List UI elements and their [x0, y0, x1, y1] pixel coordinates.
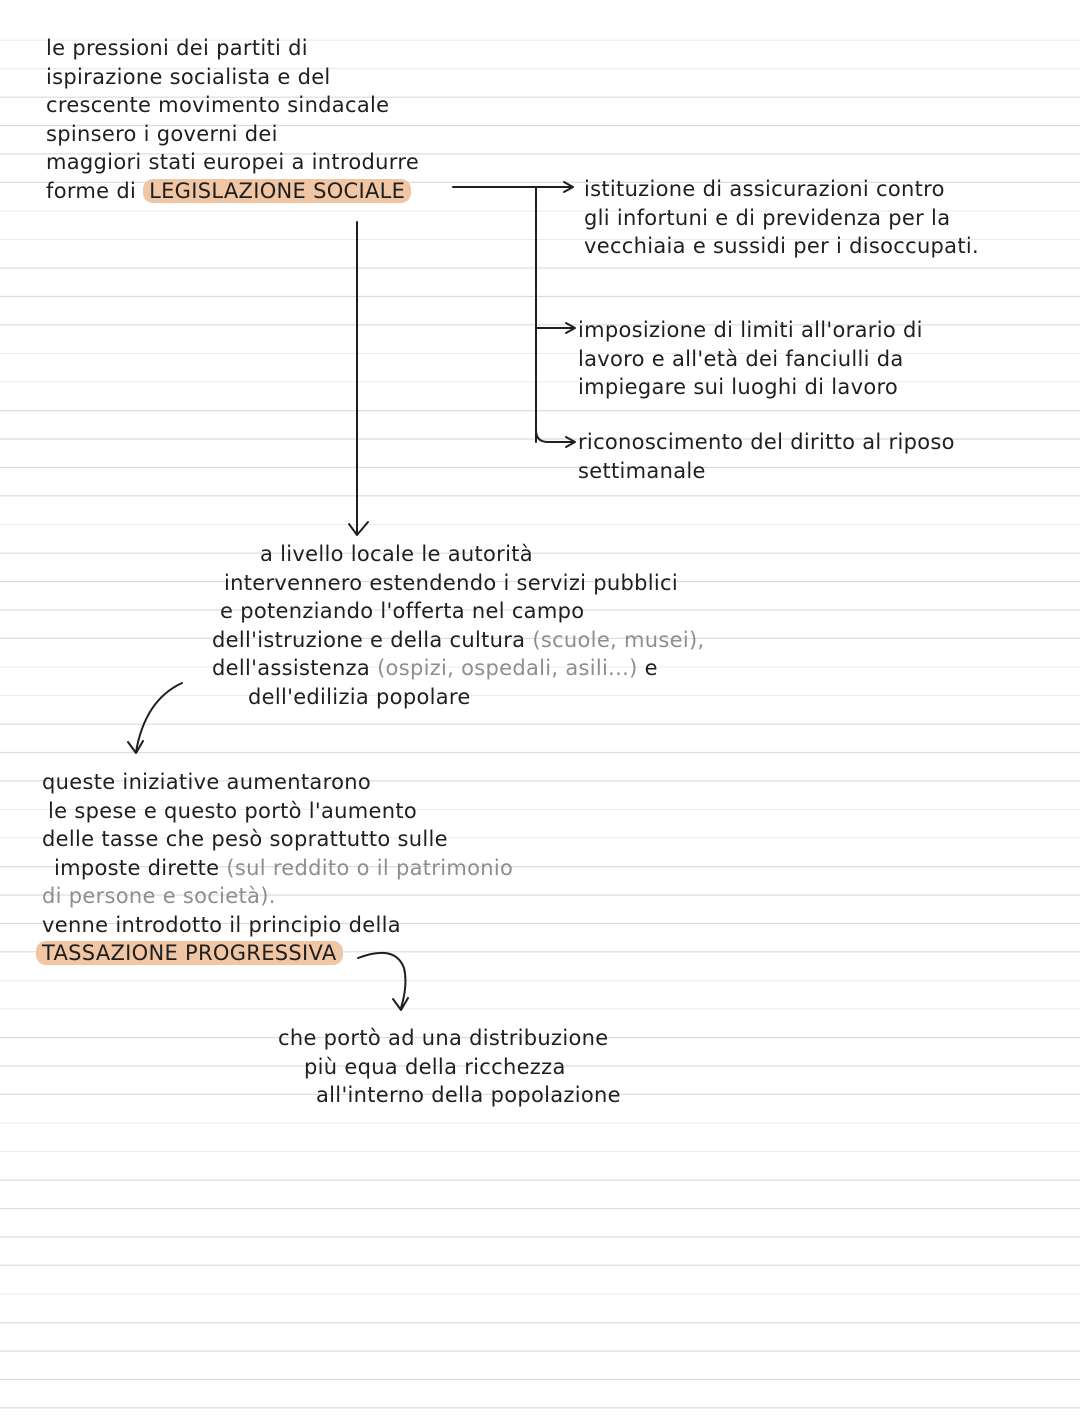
- taxes-line-note: di persone e società).: [42, 884, 276, 908]
- local-line: intervennero estendendo i servizi pubblici: [224, 570, 678, 595]
- local-line-note: (ospizi, ospedali, asili...): [377, 656, 638, 680]
- local-line: dell'edilizia popolare: [248, 684, 471, 709]
- result-line: più equa della ricchezza: [304, 1054, 566, 1079]
- local-line: e potenziando l'offerta nel campo: [220, 599, 585, 623]
- highlight-legislazione-sociale: LEGISLAZIONE SOCIALE: [143, 179, 411, 203]
- intro-prefix: forme di: [46, 178, 137, 203]
- taxes-line: queste iniziative aumentarono: [42, 770, 371, 794]
- arrow-to-result: [358, 953, 405, 1008]
- arrow-to-branch-3: [536, 430, 574, 442]
- branch-line: istituzione di assicurazioni contro: [584, 177, 945, 201]
- taxes-line: venne introdotto il principio della: [42, 912, 401, 937]
- intro-line: le pressioni dei partiti di: [46, 36, 308, 60]
- branch-line: lavoro e all'età dei fanciulli da: [578, 346, 904, 371]
- taxes-line: le spese e questo portò l'aumento: [48, 798, 418, 823]
- arrowhead-icon: [349, 522, 368, 535]
- arrowhead-icon: [393, 998, 408, 1010]
- intro-line: spinsero i governi dei: [46, 121, 278, 146]
- intro-line: maggiori stati europei a introdurre: [46, 150, 420, 174]
- result-line: che portò ad una distribuzione: [278, 1026, 609, 1050]
- local-line-main: dell'assistenza: [212, 656, 371, 680]
- branch-line: vecchiaia e sussidi per i disoccupati.: [584, 234, 979, 258]
- branch-line: riconoscimento del diritto al riposo: [578, 430, 955, 454]
- local-line-main: dell'istruzione e della cultura: [212, 627, 526, 652]
- branch-line: imposizione di limiti all'orario di: [578, 318, 923, 342]
- branch-line: settimanale: [578, 458, 706, 483]
- local-line-end: e: [644, 656, 658, 680]
- intro-line: ispirazione socialista e del: [46, 64, 331, 89]
- highlight-tassazione-progressiva: TASSAZIONE PROGRESSIVA: [36, 941, 343, 965]
- intro-line: crescente movimento sindacale: [46, 93, 390, 117]
- result-line: all'interno della popolazione: [316, 1083, 621, 1107]
- local-line-note: (scuole, musei),: [532, 627, 705, 652]
- taxes-line: delle tasse che pesò soprattutto sulle: [42, 827, 448, 851]
- local-line: a livello locale le autorità: [260, 542, 533, 566]
- branch-line: gli infortuni e di previdenza per la: [584, 205, 951, 230]
- taxes-line-main: imposte dirette: [54, 855, 220, 880]
- branch-line: impiegare sui luoghi di lavoro: [578, 375, 899, 399]
- taxes-line-note: (sul reddito o il patrimonio: [226, 855, 514, 880]
- arrowhead-icon: [128, 741, 143, 753]
